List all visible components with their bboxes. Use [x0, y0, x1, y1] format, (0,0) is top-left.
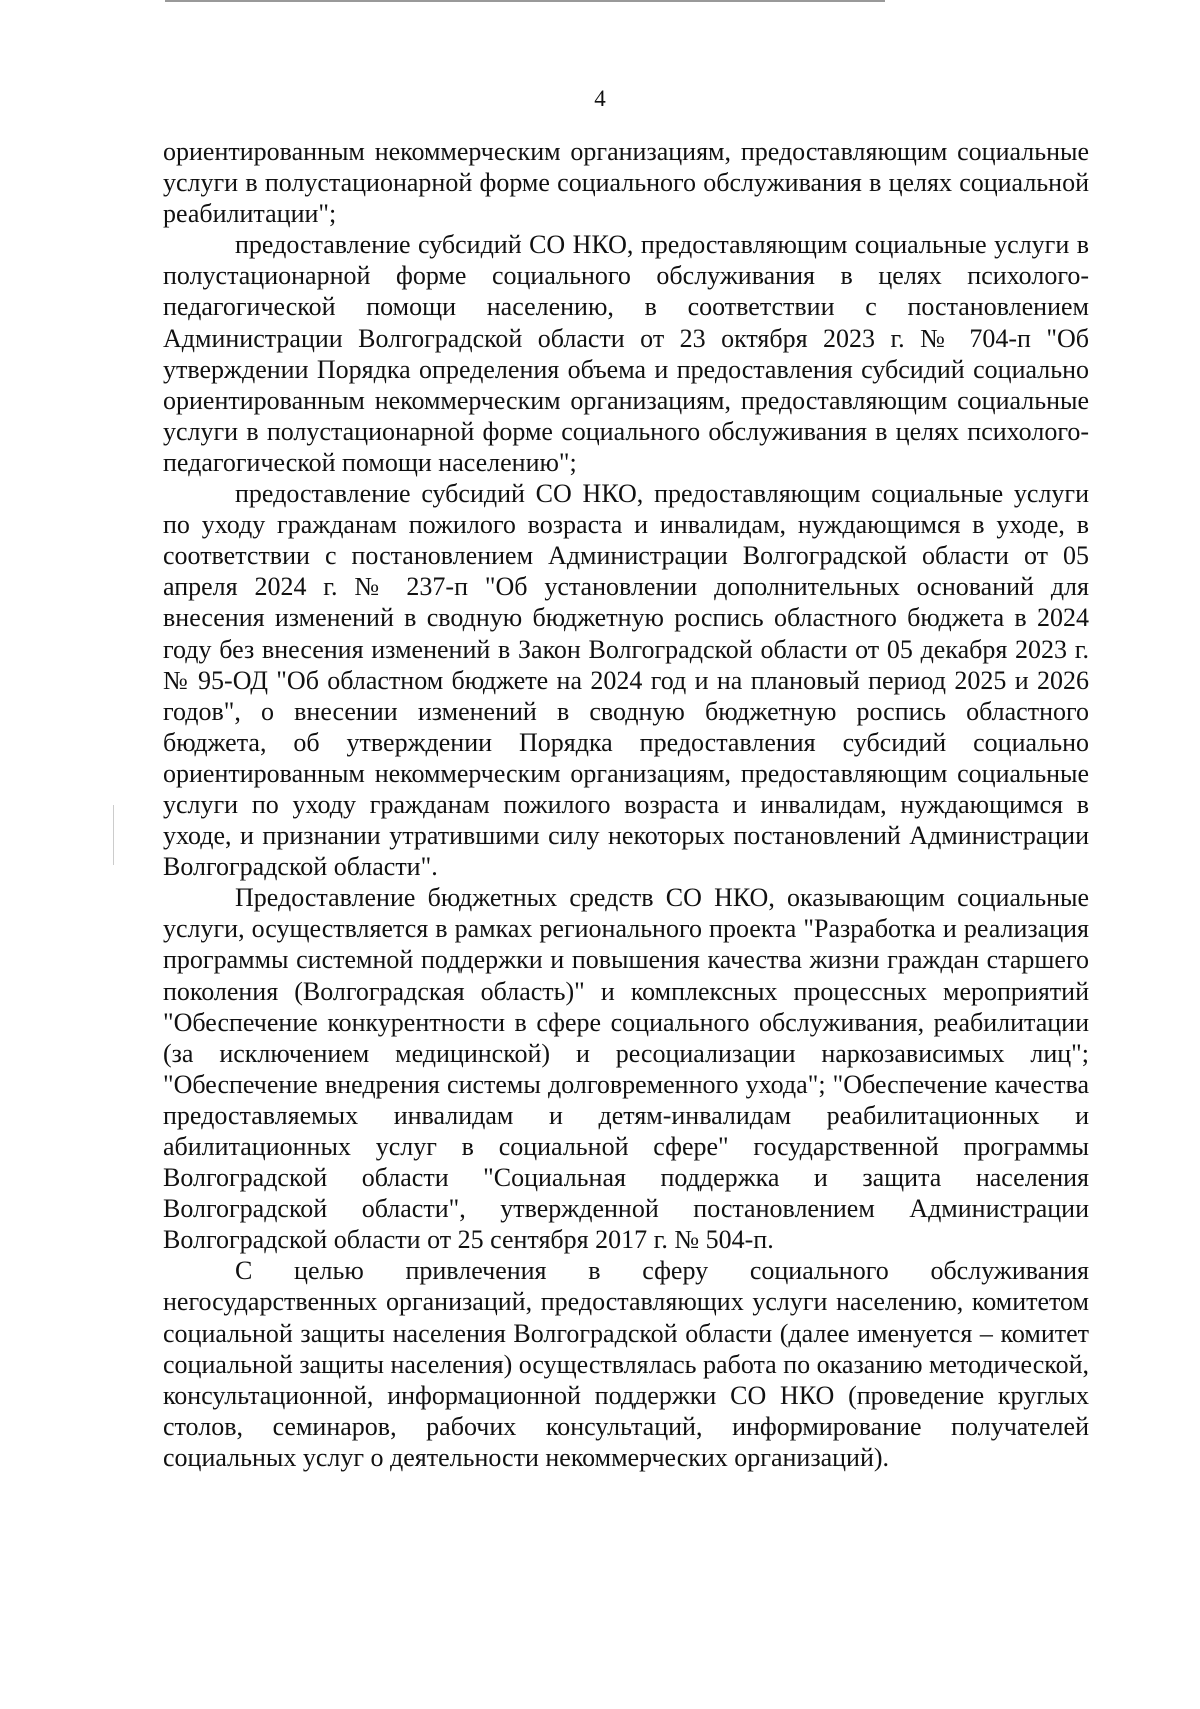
paragraph-budget-funds: Предоставление бюджетных средств СО НКО, оказывающим социальные услуги, осуществляется в рамках регионального проекта "Разработка и реализация программы системной поддержки и повышения качества жизни граждан старшего поколения (Волгоградская область)" и комплексных процессных мероприятий "Обеспечение конкурентности в сфере социального обслуживания, реабилитации (за исключением медицинской) и ресоциализации наркозависимых лиц"; "Обеспечение внедрения системы долговременного ухода"; "Обеспечение качества предоставляемых инвалидам и детям-инвалидам реабилитационных и абилитационных услуг в социальной сфере" государственной программы Волгоградской области "Социальная поддержка и защита населения Волгоградской области", утвержденной постановлением Администрации Волгоградской области от 25 сентября 2017 г. № 504-п.: [163, 883, 1089, 1255]
paragraph-methodical-support: С целью привлечения в сферу социального обслуживания негосударственных организаций, предоставляющих услуги населению, комитетом социальной защиты населения Волгоградской области (далее именуется – комитет социальной защиты населения) осуществлялась работа по оказанию методической, консультационной, информационной поддержки СО НКО (проведение круглых столов, семинаров, рабочих консультаций, информирование получателей социальных услуг о деятельности некоммерческих организаций).: [163, 1256, 1089, 1472]
top-scan-edge: [165, 0, 885, 2]
document-body: [163, 136, 1089, 1473]
paragraph-continuation: ориентированным некоммерческим организациям, предоставляющим социальные услуги в полустационарной форме социального обслуживания в целях социальной реабилитации";: [163, 137, 1089, 229]
page-number: 4: [594, 86, 606, 111]
paragraph-subsidy-psych-pedagogical: предоставление субсидий СО НКО, предоставляющим социальные услуги в полустационарной форме социального обслуживания в целях психолого-педагогической помощи населению, в соответствии с постановлением Администрации Волгоградской области от 23 октября 2023 г. № 704-п "Об утверждении Порядка определения объема и предоставления субсидий социально ориентированным некоммерческим организациям, предоставляющим социальные услуги в полустационарной форме социального обслуживания в целях психолого-педагогической помощи населению";: [163, 230, 1089, 477]
margin-scan-mark: [113, 805, 114, 865]
paragraph-subsidy-elderly-care: предоставление субсидий СО НКО, предоставляющим социальные услуги по уходу гражданам пожилого возраста и инвалидам, нуждающимся в уходе, в соответствии с постановлением Администрации Волгоградской области от 05 апреля 2024 г. № 237-п "Об установлении дополнительных оснований для внесения изменений в сводную бюджетную роспись областного бюджета в 2024 году без внесения изменений в Закон Волгоградской области от 05 декабря 2023 г. № 95-ОД "Об областном бюджете на 2024 год и на плановый период 2025 и 2026 годов", о внесении изменений в сводную бюджетную роспись областного бюджета, об утверждении Порядка предоставления субсидий социально ориентированным некоммерческим организациям, предоставляющим социальные услуги по уходу гражданам пожилого возраста и инвалидам, нуждающимся в уходе, и признании утратившими силу некоторых постановлений Администрации Волгоградской области".: [163, 479, 1089, 882]
